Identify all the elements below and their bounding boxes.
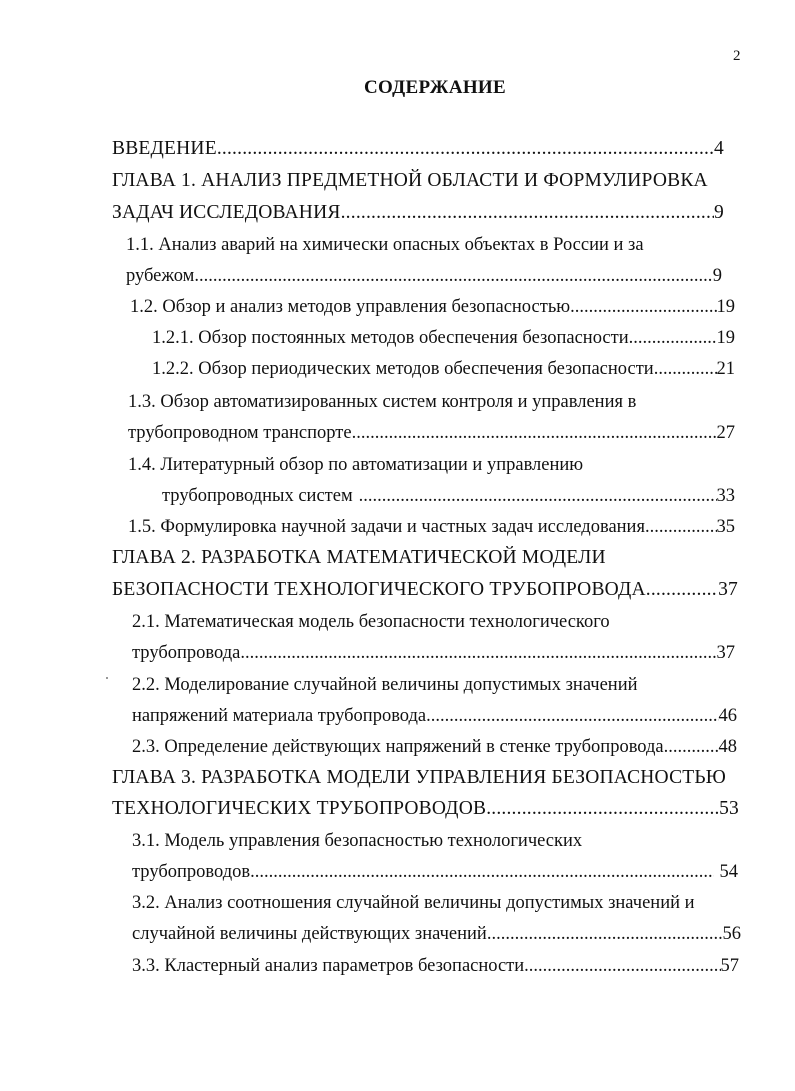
toc-entry-text: ВВЕДЕНИЕ <box>112 138 217 159</box>
toc-entry-chapter-1-cont <box>112 201 724 225</box>
toc-entry-3-2-cont <box>132 922 741 946</box>
toc-entry-2-3 <box>132 735 737 759</box>
toc-entry-page: 37 <box>716 643 735 663</box>
toc-entry-text: ЗАДАЧ ИССЛЕДОВАНИЯ <box>112 202 341 223</box>
toc-entry-2-2-cont <box>132 704 737 728</box>
toc-entry-page: 53 <box>719 798 739 819</box>
toc-leader <box>654 357 717 381</box>
toc-entry-chapter-3-cont <box>112 797 739 821</box>
toc-entry-text: БЕЗОПАСНОСТИ ТЕХНОЛОГИЧЕСКОГО ТРУБОПРОВОДА <box>112 579 646 600</box>
scan-speck <box>106 677 108 679</box>
toc-entry-1-4: 1.4. Литературный обзор по автоматизации и управлению <box>128 455 584 475</box>
toc-entry-page: 56 <box>722 924 741 944</box>
toc-entry-1-3-cont <box>128 421 735 445</box>
toc-leader <box>664 735 719 759</box>
toc-entry-1-1: 1.1. Анализ аварий на химически опасных объектах в России и за <box>126 235 644 255</box>
toc-entry-page: 57 <box>720 956 739 976</box>
toc-entry-page: 9 <box>712 266 722 286</box>
toc-entry-text: трубопровода <box>132 643 241 663</box>
toc-entry-text: 1.2.1. Обзор постоянных методов обеспечения безопасности <box>152 328 629 348</box>
toc-leader <box>570 295 716 319</box>
toc-leader <box>352 421 717 445</box>
toc-entry-page: 4 <box>714 138 724 159</box>
toc-leader <box>194 264 712 288</box>
toc-entry-page: 37 <box>718 579 738 600</box>
toc-leader <box>645 515 717 539</box>
toc-entry-text: напряжений материала трубопровода <box>132 706 427 726</box>
toc-leader <box>629 326 717 350</box>
toc-leader <box>487 922 723 946</box>
toc-leader <box>359 484 717 508</box>
toc-leader <box>250 860 713 884</box>
toc-entry-1-4-cont <box>162 484 735 508</box>
toc-entry-text: рубежом <box>126 266 195 286</box>
toc-entry-chapter-3: ГЛАВА 3. РАЗРАБОТКА МОДЕЛИ УПРАВЛЕНИЯ БЕЗОПАСНОСТЬЮ <box>112 767 727 788</box>
toc-entry-2-2: 2.2. Моделирование случайной величины допустимых значений <box>132 675 638 695</box>
page-number: 2 <box>733 48 741 64</box>
toc-entry-page: 33 <box>716 486 735 506</box>
toc-leader <box>646 578 718 602</box>
toc-entry-text: трубопроводов <box>132 862 251 882</box>
toc-entry-1-2-1 <box>152 326 735 350</box>
toc-entry-chapter-2: ГЛАВА 2. РАЗРАБОТКА МАТЕМАТИЧЕСКОЙ МОДЕЛИ <box>112 547 606 568</box>
toc-entry-text: трубопроводных систем <box>162 486 353 506</box>
toc-entry-3-1-cont <box>132 860 738 884</box>
toc-entry-text: 1.2.2. Обзор периодических методов обеспечения безопасности <box>152 359 654 379</box>
toc-entry-3-1: 3.1. Модель управления безопасностью технологических <box>132 831 583 851</box>
toc-entry-1-1-cont <box>126 264 722 288</box>
toc-entry-page: 54 <box>719 862 738 882</box>
toc-entry-page: 21 <box>716 359 735 379</box>
toc-entry-page: 35 <box>716 517 735 537</box>
page-title: СОДЕРЖАНИЕ <box>364 77 506 98</box>
toc-entry-text: ТЕХНОЛОГИЧЕСКИХ ТРУБОПРОВОДОВ <box>112 798 487 819</box>
toc-entry-1-3: 1.3. Обзор автоматизированных систем контроля и управления в <box>128 392 637 412</box>
toc-entry-introduction <box>112 137 724 161</box>
toc-entry-chapter-1: ГЛАВА 1. АНАЛИЗ ПРЕДМЕТНОЙ ОБЛАСТИ И ФОРМУЛИРОВКА <box>112 170 708 191</box>
toc-entry-text: 1.2. Обзор и анализ методов управления безопасностью <box>130 297 571 317</box>
toc-entry-1-2-2 <box>152 357 735 381</box>
toc-entry-text: 2.3. Определение действующих напряжений в стенке трубопровода <box>132 737 664 757</box>
toc-entry-text: 3.3. Кластерный анализ параметров безопасности <box>132 956 525 976</box>
toc-entry-2-1-cont <box>132 641 735 665</box>
toc-leader <box>240 641 716 665</box>
toc-entry-3-3 <box>132 954 739 978</box>
toc-leader <box>426 704 718 728</box>
toc-entry-2-1: 2.1. Математическая модель безопасности технологического <box>132 612 610 632</box>
toc-entry-page: 19 <box>716 328 735 348</box>
toc-entry-1-5 <box>128 515 735 539</box>
toc-entry-3-2: 3.2. Анализ соотношения случайной величины допустимых значений и <box>132 893 695 913</box>
toc-leader <box>341 201 714 225</box>
toc-entry-text: случайной величины действующих значений <box>132 924 487 944</box>
toc-entry-chapter-2-cont <box>112 578 738 602</box>
toc-leader <box>217 137 714 161</box>
toc-entry-page: 46 <box>718 706 737 726</box>
toc-entry-page: 9 <box>714 202 724 223</box>
toc-entry-page: 19 <box>716 297 735 317</box>
toc-leader <box>486 797 719 821</box>
toc-leader <box>524 954 720 978</box>
toc-entry-page: 48 <box>718 737 737 757</box>
toc-entry-1-2 <box>130 295 735 319</box>
toc-entry-text: трубопроводном транспорте <box>128 423 352 443</box>
toc-entry-text: 1.5. Формулировка научной задачи и частных задач исследования <box>128 517 645 537</box>
toc-entry-page: 27 <box>716 423 735 443</box>
